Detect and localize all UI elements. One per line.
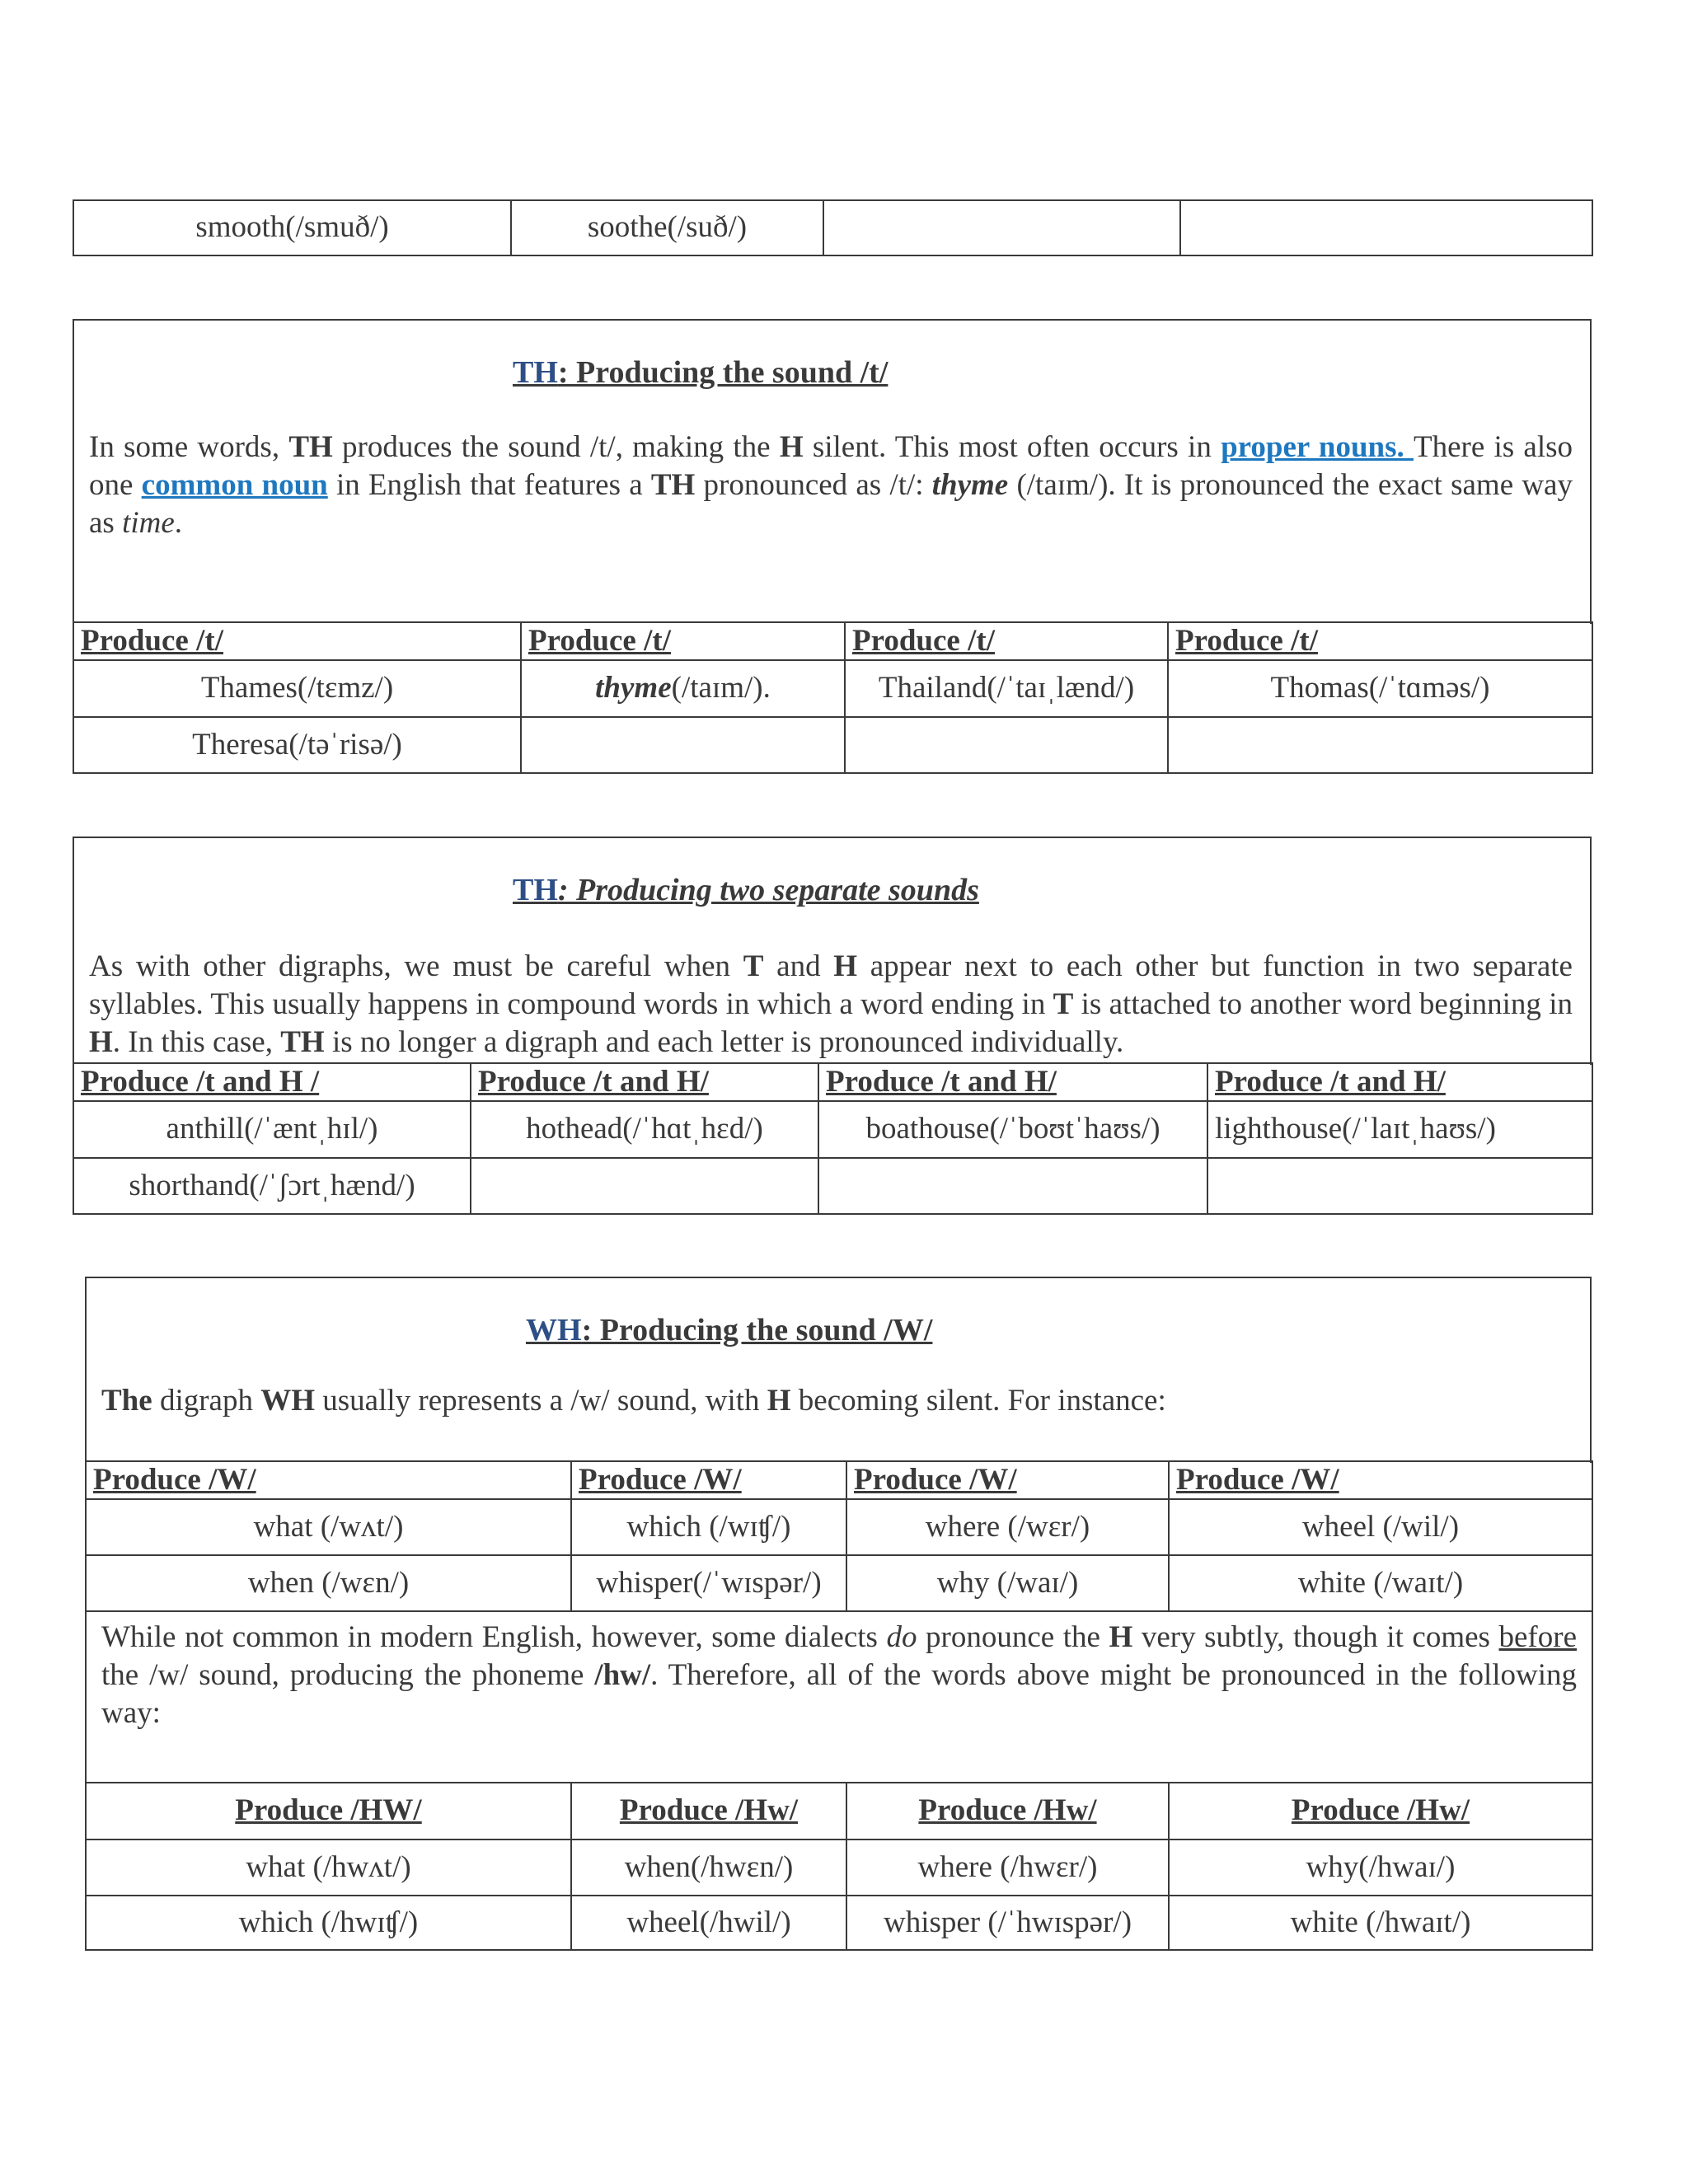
top-word-table (73, 199, 1593, 256)
section-th-t-title: TH: Producing the sound /t/ (513, 355, 889, 390)
table-cell: white (/waɪt/) (1169, 1555, 1592, 1611)
table-cell: where (/hwɛr/) (846, 1840, 1169, 1896)
table-cell: smooth(/smuð/) (73, 200, 511, 255)
column-header: Produce /Hw/ (846, 1783, 1169, 1840)
column-header: Produce /Hw/ (1169, 1783, 1592, 1840)
table-cell: what (/wʌt/) (86, 1499, 571, 1555)
section-wh-box (85, 1277, 1592, 1463)
table-cell: soothe(/suð/) (511, 200, 823, 255)
section-th-separate-paragraph: As with other digraphs, we must be careful when T and H appear next to each other but function in two separate syllables. This usually happens in compound words in which a word ending in T is attached to another word beginning in H. In this case, TH is no longer a digraph and each letter is pronounced individually. (89, 949, 1573, 1059)
table-row (73, 1101, 1592, 1158)
column-header: Produce /t/ (1168, 622, 1592, 660)
table-cell: whisper (/ˈhwɪspər/) (846, 1896, 1169, 1950)
column-header: Produce /t/ (521, 622, 845, 660)
table-row (73, 717, 1592, 773)
table-cell: why (/waɪ/) (846, 1555, 1169, 1611)
th-separate-table (73, 1062, 1593, 1215)
table-cell (1207, 1158, 1592, 1214)
column-header: Produce /t/ (845, 622, 1168, 660)
th-t-table (73, 621, 1593, 774)
table-cell (818, 1158, 1207, 1214)
table-header-row (73, 1063, 1592, 1101)
table-cell: boathouse(/ˈboʊtˈhaʊs/) (818, 1101, 1207, 1158)
section-th-separate-title: TH: Producing two separate sounds (513, 873, 979, 907)
table-cell: Thailand(/ˈtaɪˌlænd/) (845, 660, 1168, 717)
section-wh-paragraph: The digraph WH usually represents a /w/ sound, with H becoming silent. For instance: (101, 1384, 1166, 1418)
column-header: Produce /W/ (1169, 1461, 1592, 1499)
table-header-row (86, 1461, 1592, 1499)
column-header: Produce /W/ (846, 1461, 1169, 1499)
table-cell: which (/wɪʧ/) (571, 1499, 846, 1555)
table-row (86, 1896, 1592, 1950)
table-cell: white (/hwaɪt/) (1169, 1896, 1592, 1950)
column-header: Produce /t and H/ (1207, 1063, 1592, 1101)
table-row (73, 200, 1592, 255)
column-header: Produce /t/ (73, 622, 521, 660)
common-noun-link[interactable]: common noun (141, 468, 328, 502)
table-row (86, 1840, 1592, 1896)
column-header: Produce /HW/ (86, 1783, 571, 1840)
table-cell: Thomas(/ˈtɑməs/) (1168, 660, 1592, 717)
table-cell: when(/hwɛn/) (571, 1840, 846, 1896)
table-cell: which (/hwɪʧ/) (86, 1896, 571, 1950)
proper-nouns-link[interactable]: proper nouns. (1221, 430, 1414, 464)
table-cell (471, 1158, 818, 1214)
table-row (86, 1499, 1592, 1555)
table-cell: whisper(/ˈwɪspər/) (571, 1555, 846, 1611)
column-header: Produce /W/ (571, 1461, 846, 1499)
table-cell: anthill(/ˈæntˌhɪl/) (73, 1101, 471, 1158)
table-cell: when (/wɛn/) (86, 1555, 571, 1611)
table-cell: lighthouse(/ˈlaɪtˌhaʊs/) (1207, 1101, 1592, 1158)
table-cell (1180, 200, 1592, 255)
table-cell: thyme(/taɪm/). (521, 660, 845, 717)
table-row (73, 1158, 1592, 1214)
table-cell: Thames(/tɛmz/) (73, 660, 521, 717)
column-header: Produce /t and H/ (471, 1063, 818, 1101)
table-row (73, 660, 1592, 717)
table-cell: shorthand(/ˈʃɔrtˌhænd/) (73, 1158, 471, 1214)
table-note-cell (86, 1611, 1592, 1783)
table-header-row (86, 1783, 1592, 1840)
column-header: Produce /t and H / (73, 1063, 471, 1101)
table-cell: what (/hwʌt/) (86, 1840, 571, 1896)
table-cell: hothead(/ˈhɑtˌhɛd/) (471, 1101, 818, 1158)
table-note-row (86, 1611, 1592, 1783)
table-cell (521, 717, 845, 773)
column-header: Produce /t and H/ (818, 1063, 1207, 1101)
table-row (86, 1555, 1592, 1611)
table-cell: wheel(/hwil/) (571, 1896, 846, 1950)
table-cell (823, 200, 1180, 255)
table-cell: Theresa(/təˈrisə/) (73, 717, 521, 773)
wh-table (85, 1460, 1593, 1951)
table-cell: why(/hwaɪ/) (1169, 1840, 1592, 1896)
table-header-row (73, 622, 1592, 660)
column-header: Produce /W/ (86, 1461, 571, 1499)
hw-paragraph: While not common in modern English, however, some dialects do pronounce the H very subtly, though it comes before the /w/ sound, producing the phoneme /hw/. Therefore, all of the words above might be pronounced in the following way: (101, 1620, 1578, 1730)
table-cell: where (/wɛr/) (846, 1499, 1169, 1555)
section-th-t-paragraph: In some words, TH produces the sound /t/, making the H silent. This most often occurs in proper nouns. There is also one common noun in English that features a TH pronounced as /t/: thyme (/taɪm/). It is pronounced the exact same way as time. (89, 430, 1573, 540)
section-wh-title: WH: Producing the sound /W/ (526, 1313, 933, 1347)
table-cell: wheel (/wil/) (1169, 1499, 1592, 1555)
table-cell (845, 717, 1168, 773)
table-cell (1168, 717, 1592, 773)
column-header: Produce /Hw/ (571, 1783, 846, 1840)
